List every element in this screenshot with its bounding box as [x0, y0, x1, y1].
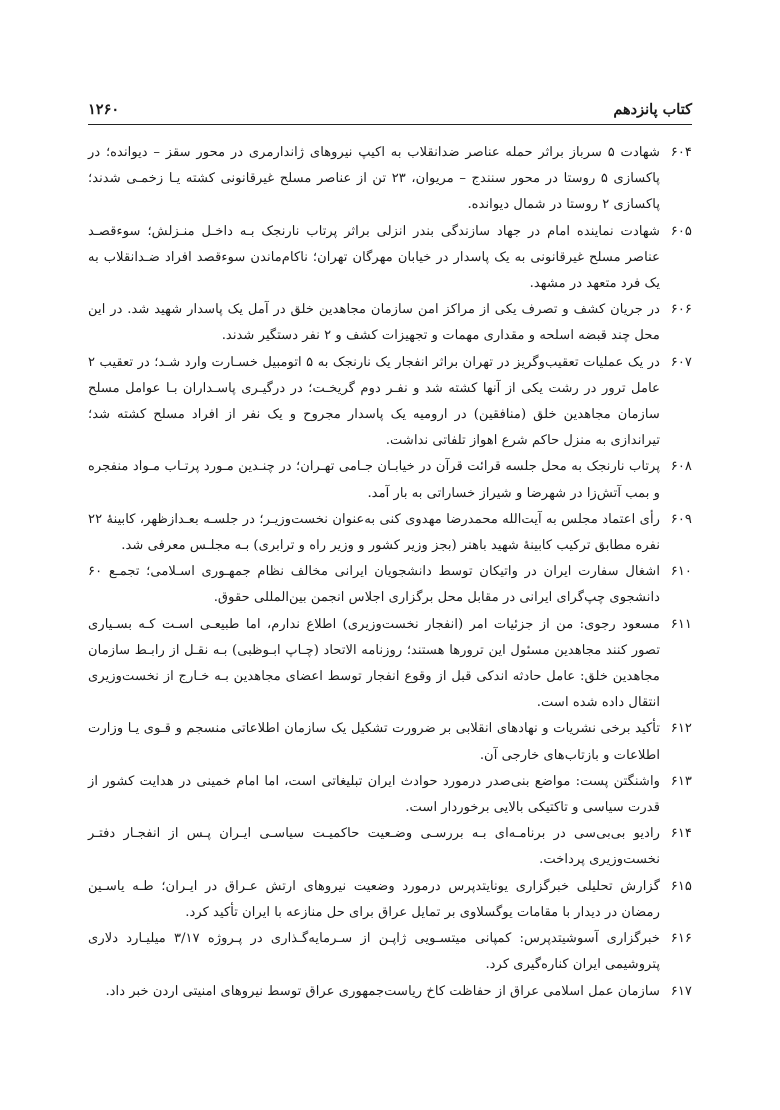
- footnotes-list: [88, 140, 692, 1005]
- page-header: [88, 92, 692, 118]
- footnote-612: [88, 716, 692, 768]
- footnote-text: رادیو بی‌بی‌سی در برنامـه‌ای بـه بررسـی وضـعیت حاکمیـت سیاسـی ایـران پـس از انفجـار دفتـر نخست‌وزیری پرداخت.: [88, 826, 660, 868]
- footnote-text: پرتاب نارنجک به محل جلسه قرائت قرآن در خیابـان جـامی تهـران؛ در چنـدین مـورد پرتـاب مـواد منفجره و بمب آتش‌زا در شهرضا و شیراز خساراتی به بار آمد.: [88, 459, 660, 501]
- footnote-text: مسعود رجوی: من از جزئیات امر (انفجار نخست‌وزیری) اطلاع ندارم، اما طبیعـی اسـت کـه بسـیاری تصور کنند مجاهدین مسئول این ترورها هستند؛ روزنامه الاتحاد (چـاپ ابـوظبی) بـه نقـل از رابـط سازمان مجاهدین خلق: عامل حادثه اندکی قبل از وقوع انفجار توسط اعضای مجاهدین بـه خـارج از نخست‌وزیری انتقال داده شده است.: [88, 616, 660, 711]
- footnote-text: در یک عملیات تعقیب‌وگریز در تهران براثر انفجار یک نارنجک به ۵ اتومبیل خسـارت وارد شـد؛ در تعقیب ۲ عامل ترور در رشت یکی از آنها کشته شد و نفـر دوم گریخـت؛ در درگیـری پاسـداران بـا عوامل مسلح سازمان مجاهدین خلق (منافقین) در ارومیه یک پاسدار مجروح و یک نفر از افراد مسلح کشته شد؛ تیراندازی به منزل حاکم شرع اهواز تلفاتی نداشت.: [88, 354, 660, 449]
- page-number: ۱۲۶۰: [88, 101, 120, 118]
- footnote-610: [88, 559, 692, 611]
- footnote-606: [88, 297, 692, 349]
- book-title: کتاب پانزدهم: [613, 101, 692, 118]
- footnote-number: ۶۱۴: [670, 826, 692, 842]
- footnote-604: [88, 140, 692, 219]
- footnote-number: ۶۱۲: [670, 721, 692, 737]
- footnote-text: سازمان عمل اسلامی عراق از حفاظت کاخ ریاست‌جمهوری عراق توسط نیروهای امنیتی اردن خبر داد.: [105, 983, 660, 999]
- footnote-number: ۶۱۶: [670, 931, 692, 947]
- footnote-615: [88, 874, 692, 926]
- footnote-number: ۶۰۷: [670, 354, 692, 370]
- header-rule: [88, 124, 692, 125]
- footnote-number: ۶۰۴: [670, 145, 692, 160]
- footnote-number: ۶۱۳: [670, 773, 692, 789]
- footnote-text: در جریان کشف و تصرف یکی از مراکز امن سازمان مجاهدین خلق در آمل یک پاسدار شهید شد. در این محل چند قبضه اسلحه و مقداری مهمات و تجهیزات کشف و ۲ نفر دستگیر شدند.: [88, 302, 660, 344]
- footnote-608: [88, 454, 692, 506]
- footnote-text: واشنگتن پست: مواضع بنی‌صدر درمورد حوادث ایران تبلیغاتی است، اما امام خمینی در هدایت کشور از قدرت سیاسی و تاکتیکی بالایی برخوردار است.: [88, 773, 660, 816]
- footnote-text: شهادت نماینده امام در جهاد سازندگی بندر انزلی براثر پرتاب نارنجک بـه داخـل منـزلش؛ سوءقصـد عناصر مسلح غیرقانونی به یک پاسدار در خیابان مهرگان تهران؛ ناکام‌ماندن سوءقصد افراد ضـدانقلاب به یک فرد متعهد در مشهد.: [88, 223, 660, 292]
- footnote-text: اشغال سفارت ایران در واتیکان توسط دانشجویان ایرانی مخالف نظام جمهـوری اسـلامی؛ تجمـع ۶۰ دانشجوی چپ‌گرای ایرانی در مقابل محل برگزاری اجلاس انجمن بین‌المللی حقوق.: [88, 564, 660, 606]
- footnote-611: [88, 612, 692, 717]
- footnote-number: ۶۰۶: [670, 302, 692, 318]
- footnote-number: ۶۱۰: [670, 564, 692, 580]
- footnote-613: [88, 769, 692, 821]
- footnote-number: ۶۱۷: [670, 983, 692, 999]
- footnote-number: ۶۰۹: [670, 511, 692, 527]
- footnote-number: ۶۰۸: [670, 459, 692, 475]
- footnote-616: [88, 926, 692, 978]
- footnote-text: رأی اعتماد مجلس به آیت‌الله محمدرضا مهدوی کنی به‌عنوان نخست‌وزیـر؛ در جلسـه بعـدازظهر، کابینهٔ ۲۲ نفره مطابق ترکیب کابینهٔ شهید باهنر (بجز وزیر کشور و وزیر راه و ترابری) بـه مجلـس معرفی شد.: [88, 511, 660, 554]
- footnote-number: ۶۰۵: [670, 223, 692, 239]
- footnote-614: [88, 821, 692, 873]
- footnote-number: ۶۱۱: [670, 616, 692, 632]
- footnote-text: شهادت ۵ سرباز براثر حمله عناصر ضدانقلاب به اکیپ نیروهای ژاندارمری در محور سقز – دیوانده؛ در پاکسازی ۵ روستا در محور سنندج – مریوان، ۲۳ تن از عناصر مسلح غیرقانونی کشته یـا زخمـی شدند؛ پاکسازی ۲ روستا در شمال دیوانده.: [88, 145, 660, 213]
- footnote-605: [88, 219, 692, 298]
- footnote-607: [88, 350, 692, 455]
- footnote-609: [88, 507, 692, 559]
- footnote-number: ۶۱۵: [670, 878, 692, 894]
- footnote-text: تأکید برخی نشریات و نهادهای انقلابی بر ضرورت تشکیل یک سازمان اطلاعاتی منسجم و قـوی یـا وزارت اطلاعات و بازتاب‌های خارجی آن.: [88, 721, 660, 763]
- footnote-text: خبرگزاری آسوشیتدپرس: کمپانی میتسـویی ژاپـن از سـرمایه‌گـذاری در پـروژه ۳/۱۷ میلیـارد دلاری پتروشیمی ایران کناره‌گیری کرد.: [88, 931, 660, 973]
- footnote-text: گزارش تحلیلی خبرگزاری یونایتدپرس درمورد وضعیت نیروهای ارتش عـراق در ایـران؛ طـه یاسـین رمضان در دیدار با مقامات یوگسلاوی بر تمایل عراق برای حل منازعه با ایران تأکید کرد.: [88, 878, 660, 920]
- footnote-617: [88, 979, 692, 1005]
